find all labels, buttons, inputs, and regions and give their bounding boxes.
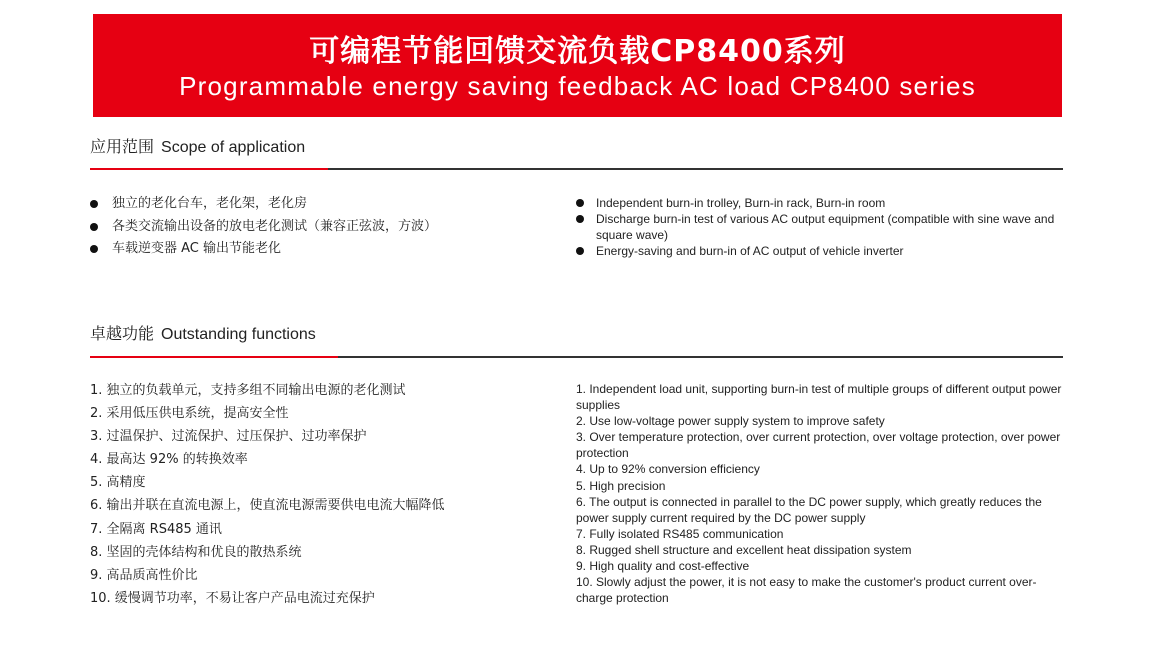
bullet-icon bbox=[90, 200, 98, 208]
list-item: 3. 过温保护、过流保护、过压保护、过功率保护 bbox=[90, 429, 367, 445]
functions-section-title bbox=[90, 324, 316, 345]
list-item: 7. Fully isolated RS485 communication bbox=[576, 526, 784, 541]
list-item: 8. 坚固的壳体结构和优良的散热系统 bbox=[90, 544, 302, 560]
list-item: Discharge burn-in test of various AC output equipment (compatible with sine wave and square wave) bbox=[576, 211, 1066, 243]
functions-divider bbox=[90, 356, 1063, 358]
bullet-icon bbox=[576, 215, 584, 223]
banner-title-cn: 可编程节能回馈交流负载CP8400系列 bbox=[309, 34, 846, 69]
banner-title-en: Programmable energy saving feedback AC load CP8400 series bbox=[179, 71, 976, 101]
list-item: 4. 最高达 92% 的转换效率 bbox=[90, 452, 248, 468]
list-item: 10. Slowly adjust the power, it is not easy to make the customer's product current over-charge protection bbox=[576, 575, 1037, 606]
list-item: 8. Rugged shell structure and excellent heat dissipation system bbox=[576, 542, 912, 557]
list-item: 2. Use low-voltage power supply system to improve safety bbox=[576, 414, 885, 429]
list-item: 1. Independent load unit, supporting burn-in test of multiple groups of different output power supplies bbox=[576, 382, 1062, 413]
list-item: 独立的老化台车，老化架，老化房 bbox=[90, 193, 437, 216]
functions-divider-accent bbox=[90, 356, 338, 358]
list-item: 6. 输出并联在直流电源上，使直流电源需要供电电流大幅降低 bbox=[90, 498, 445, 514]
functions-list-en bbox=[576, 381, 1066, 606]
scope-title-cn: 应用范围 bbox=[90, 137, 155, 156]
list-item: 6. The output is connected in parallel to the DC power supply, which greatly reduces the power supply current required by the DC power supply bbox=[576, 494, 1042, 525]
functions-list-cn bbox=[90, 379, 445, 610]
bullet-icon bbox=[576, 199, 584, 207]
scope-divider bbox=[90, 168, 1063, 170]
list-item: 3. Over temperature protection, over current protection, over voltage protection, over power protection bbox=[576, 430, 1061, 461]
list-item: 5. 高精度 bbox=[90, 475, 146, 491]
bullet-icon bbox=[90, 223, 98, 231]
functions-title-en: Outstanding functions bbox=[161, 326, 316, 343]
list-item: 各类交流输出设备的放电老化测试（兼容正弦波，方波） bbox=[90, 216, 437, 239]
list-item: 7. 全隔离 RS485 通讯 bbox=[90, 521, 222, 537]
bullet-icon bbox=[90, 245, 98, 253]
scope-list-en bbox=[576, 195, 1066, 259]
list-item: 2. 采用低压供电系统，提高安全性 bbox=[90, 406, 289, 422]
list-item: Energy-saving and burn-in of AC output of vehicle inverter bbox=[576, 243, 1066, 259]
list-item: Independent burn-in trolley, Burn-in rack, Burn-in room bbox=[576, 195, 1066, 211]
bullet-icon bbox=[576, 247, 584, 255]
scope-divider-accent bbox=[90, 168, 328, 170]
list-item: 车载逆变器 AC 输出节能老化 bbox=[90, 238, 437, 261]
list-item: 9. High quality and cost-effective bbox=[576, 559, 750, 574]
scope-list-cn bbox=[90, 193, 437, 261]
scope-title-en: Scope of application bbox=[161, 139, 306, 156]
list-item: 5. High precision bbox=[576, 478, 666, 493]
list-item: 10. 缓慢调节功率，不易让客户产品电流过充保护 bbox=[90, 590, 375, 606]
functions-title-cn: 卓越功能 bbox=[90, 324, 155, 343]
list-item: 9. 高品质高性价比 bbox=[90, 567, 198, 583]
header-banner bbox=[93, 14, 1062, 117]
list-item: 4. Up to 92% conversion efficiency bbox=[576, 462, 760, 477]
scope-section-title bbox=[90, 137, 305, 158]
list-item: 1. 独立的负载单元，支持多组不同输出电源的老化测试 bbox=[90, 383, 406, 398]
